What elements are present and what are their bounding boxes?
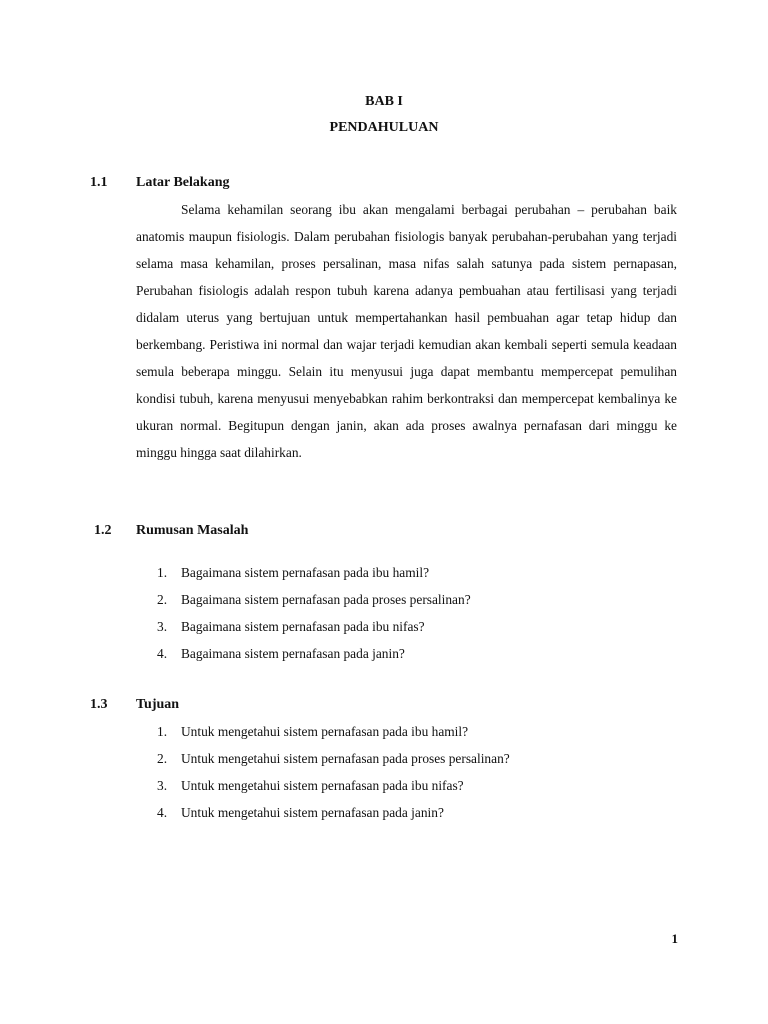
- list-item-number: 2.: [157, 751, 168, 766]
- list-item-text: Untuk mengetahui sistem pernafasan pada ibu hamil?: [181, 724, 469, 739]
- list-item: [0, 772, 768, 799]
- list-item: [0, 745, 768, 772]
- list-item-text: Untuk mengetahui sistem pernafasan pada ibu nifas?: [181, 778, 464, 793]
- list-item-text: Bagaimana sistem pernafasan pada ibu nifas?: [181, 619, 425, 634]
- list-item-text: Untuk mengetahui sistem pernafasan pada proses persalinan?: [181, 751, 510, 766]
- list-item: [0, 559, 768, 586]
- chapter-heading: BAB I: [365, 94, 403, 109]
- problem-list: [0, 559, 768, 667]
- list-item-number: 2.: [157, 592, 168, 607]
- section-number: 1.3: [90, 697, 108, 712]
- page-number: 1: [671, 931, 678, 946]
- background-paragraph: Selama kehamilan seorang ibu akan mengalami berbagai perubahan – perubahan baik anatomis maupun fisiologis. Dalam perubahan fisiologis banyak perubahan-perubahan yang terjadi selama masa kehamilan, proses persalinan, masa nifas salah satunya pada sistem pernapasan, Perubahan fisiologis adalah respon tubuh karena adanya pembuahan atau fertilisasi yang terjadi didalam uterus yang bertujuan untuk mempertahankan hasil pembuahan agar tetap hidup dan berkembang. Peristiwa ini normal dan wajar terjadi kemudian akan kembali seperti semula keadaan semula beberapa minggu. Selain itu menyusui juga dapat membantu mempercepat pemulihan kondisi tubuh, karena menyusui menyebabkan rahim berkontraksi dan mempercepat kembalinya ke ukuran normal. Begitupun dengan janin, akan ada proses awalnya pernafasan dari minggu ke minggu hingga saat dilahirkan.: [136, 202, 677, 460]
- section-title: Latar Belakang: [136, 175, 230, 190]
- list-item-text: Bagaimana sistem pernafasan pada janin?: [181, 646, 405, 661]
- list-item: [0, 586, 768, 613]
- section-title: Rumusan Masalah: [136, 523, 249, 538]
- list-item-number: 4.: [157, 646, 168, 661]
- section-title: Tujuan: [136, 697, 180, 712]
- list-item: [0, 718, 768, 745]
- chapter-title: PENDAHULUAN: [329, 120, 439, 135]
- objective-list: [0, 718, 768, 826]
- list-item-number: 3.: [157, 619, 168, 634]
- section-number: 1.1: [90, 175, 108, 190]
- list-item-number: 3.: [157, 778, 168, 793]
- list-item-text: Bagaimana sistem pernafasan pada proses persalinan?: [181, 592, 471, 607]
- list-item-number: 1.: [157, 724, 168, 739]
- list-item-text: Bagaimana sistem pernafasan pada ibu hamil?: [181, 565, 430, 580]
- list-item-text: Untuk mengetahui sistem pernafasan pada janin?: [181, 805, 444, 820]
- section-number: 1.2: [94, 523, 112, 538]
- list-item: [0, 613, 768, 640]
- list-item-number: 1.: [157, 565, 168, 580]
- list-item: [0, 640, 768, 667]
- list-item: [0, 799, 768, 826]
- list-item-number: 4.: [157, 805, 168, 820]
